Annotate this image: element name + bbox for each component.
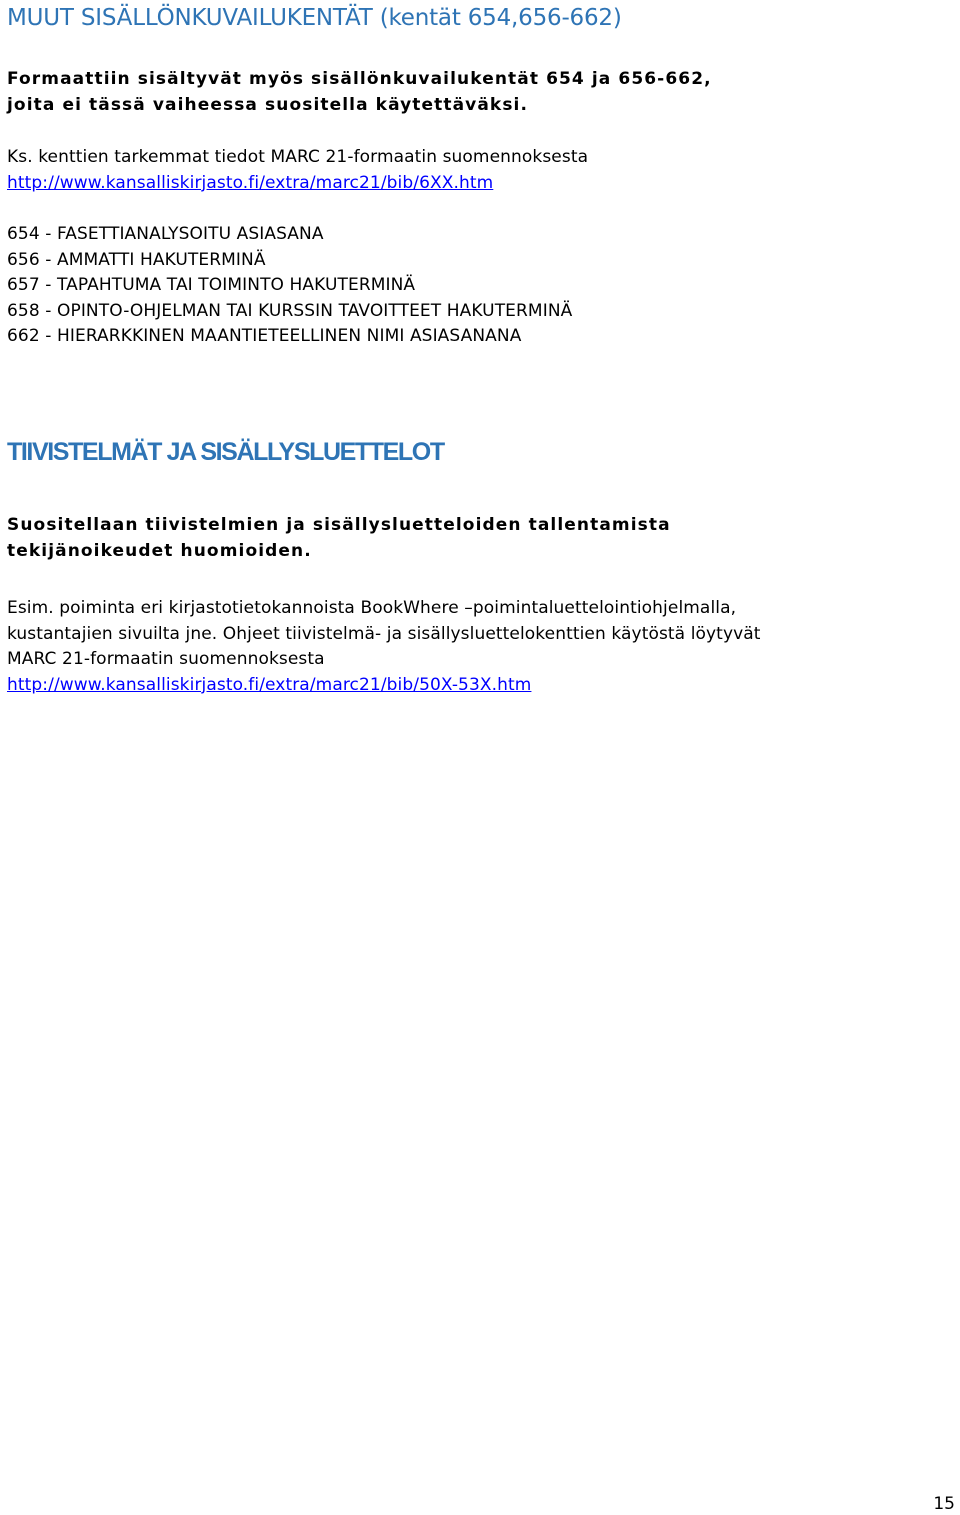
field-list-item: 654 - FASETTIANALYSOITU ASIASANA xyxy=(7,224,324,244)
reference-text: Ks. kenttien tarkemmat tiedot MARC 21-formaatin suomennoksesta xyxy=(7,147,589,167)
body-line: kustantajien sivuilta jne. Ohjeet tiivistelmä- ja sisällysluettelokenttien käytöstä löytyvät xyxy=(7,623,761,644)
field-list-item: 657 - TAPAHTUMA TAI TOIMINTO HAKUTERMINÄ xyxy=(7,275,416,295)
page-number: 15 xyxy=(933,1494,955,1514)
section-heading-tiivistelmat: TIIVISTELMÄT JA SISÄLLYSLUETTELOT xyxy=(7,438,444,466)
field-list-item: 658 - OPINTO-OHJELMAN TAI KURSSIN TAVOITTEET HAKUTERMINÄ xyxy=(7,300,573,321)
intro-line: tekijänoikeudet huomioiden. xyxy=(7,541,312,561)
body-line: MARC 21-formaatin suomennoksesta xyxy=(7,649,325,669)
field-list xyxy=(7,222,572,350)
intro-line: joita ei tässä vaiheessa suositella käytettäväksi. xyxy=(7,95,529,115)
section2-body xyxy=(7,596,761,698)
intro-line: Formaattiin sisältyvät myös sisällönkuvailukentät 654 ja 656-662, xyxy=(7,69,712,89)
marc21-6xx-link[interactable]: http://www.kansalliskirjasto.fi/extra/marc21/bib/6XX.htm xyxy=(7,172,494,193)
body-line: Esim. poiminta eri kirjastotietokannoista BookWhere –poimintaluettelointiohjelmalla, xyxy=(7,598,737,618)
intro-line: Suositellaan tiivistelmien ja sisällysluetteloiden tallentamista xyxy=(7,515,671,535)
section2-intro xyxy=(7,512,671,564)
marc21-50x-53x-link[interactable]: http://www.kansalliskirjasto.fi/extra/marc21/bib/50X-53X.htm xyxy=(7,674,532,695)
section1-intro xyxy=(7,66,712,118)
field-list-item: 656 - AMMATTI HAKUTERMINÄ xyxy=(7,249,266,270)
field-list-item: 662 - HIERARKKINEN MAANTIETEELLINEN NIMI ASIASANANA xyxy=(7,326,522,346)
section1-reference xyxy=(7,145,588,196)
section-heading-sisallonkuvailu: MUUT SISÄLLÖNKUVAILUKENTÄT (kentät 654,656-662) xyxy=(7,5,622,31)
